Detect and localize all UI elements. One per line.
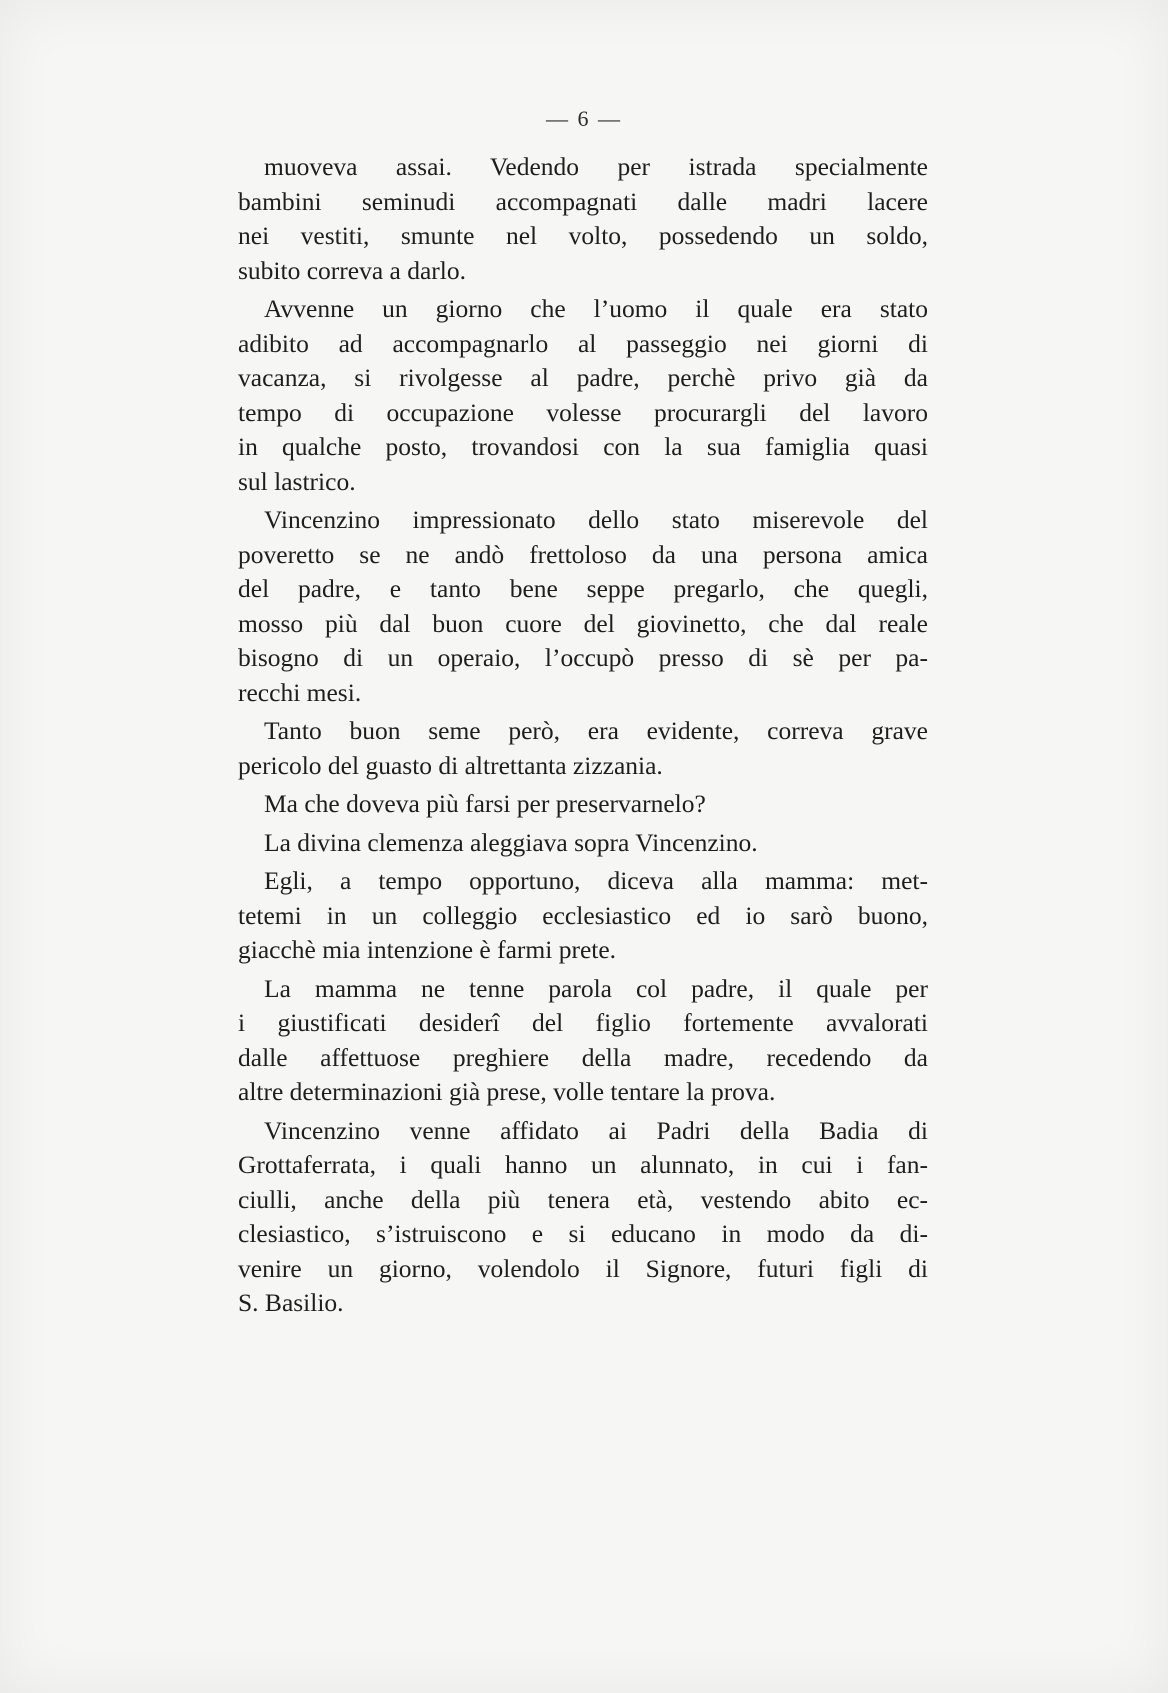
paragraph — [238, 714, 928, 783]
text-line: bisogno di un operaio, l’occupò presso di sè per pa- — [238, 643, 928, 672]
text-line: i giustificati desiderî del figlio fortemente avvalorati — [238, 1008, 928, 1037]
text-line: La divina clemenza aleggiava sopra Vincenzino. — [264, 827, 758, 857]
text-line: bambini seminudi accompagnati dalle madri lacere — [238, 186, 928, 216]
paragraph — [238, 503, 928, 710]
text-line: altre determinazioni già prese, volle tentare la prova. — [238, 1077, 776, 1106]
paragraph — [238, 864, 928, 968]
text-line: La mamma ne tenne parola col padre, il quale per — [264, 973, 928, 1003]
text-line: Avvenne un giorno che l’uomo il quale era stato — [264, 294, 928, 323]
text-line: sul lastrico. — [238, 466, 356, 496]
text-line: del padre, e tanto bene seppe pregarlo, che quegli, — [238, 574, 928, 603]
text-line: poveretto se ne andò frettoloso da una persona amica — [238, 539, 928, 569]
text-line: mosso più dal buon cuore del giovinetto, che dal reale — [238, 608, 928, 638]
text-line: Grottaferrata, i quali hanno un alunnato, in cui i fan- — [238, 1150, 928, 1179]
text-line: vacanza, si rivolgesse al padre, perchè privo già da — [238, 363, 928, 392]
paragraph — [238, 1114, 928, 1321]
text-line: subito correva a darlo. — [238, 255, 466, 285]
paragraph — [238, 787, 928, 822]
text-line: adibito ad accompagnarlo al passeggio nei giorni di — [238, 328, 928, 358]
text-line: Tanto buon seme però, era evidente, correva grave — [264, 716, 928, 745]
text-line: pericolo del guasto di altrettanta zizzania. — [238, 750, 663, 780]
text-line: recchi mesi. — [238, 677, 362, 707]
text-line: Ma che doveva più farsi per preservarnelo? — [264, 789, 706, 818]
text-line: giacchè mia intenzione è farmi prete. — [238, 935, 617, 964]
text-line: S. Basilio. — [238, 1288, 344, 1317]
text-line: ciulli, anche della più tenera età, vestendo abito ec- — [238, 1184, 928, 1214]
text-line: muoveva assai. Vedendo per istrada specialmente — [264, 152, 928, 181]
text-line: Vincenzino impressionato dello stato miserevole del — [264, 505, 928, 534]
text-line: venire un giorno, volendolo il Signore, futuri figli di — [238, 1253, 928, 1283]
paragraph — [238, 972, 928, 1110]
page-number: — 6 — — [546, 106, 622, 131]
text-line: in qualche posto, trovandosi con la sua famiglia quasi — [238, 432, 928, 461]
text-line: clesiastico, s’istruiscono e si educano in modo da di- — [238, 1219, 928, 1248]
text-line: Vincenzino venne affidato ai Padri della Badia di — [264, 1115, 928, 1145]
text-line: nei vestiti, smunte nel volto, possedendo un soldo, — [238, 221, 928, 250]
body-text — [238, 150, 928, 1325]
paragraph — [238, 826, 928, 861]
text-line: tempo di occupazione volesse procurargli del lavoro — [238, 397, 928, 427]
paragraph — [238, 292, 928, 499]
text-line: tetemi in un colleggio ecclesiastico ed io sarò buono, — [238, 900, 928, 930]
text-line: Egli, a tempo opportuno, diceva alla mamma: met- — [264, 866, 928, 895]
paragraph — [238, 150, 928, 288]
text-line: dalle affettuose preghiere della madre, recedendo da — [238, 1042, 928, 1072]
